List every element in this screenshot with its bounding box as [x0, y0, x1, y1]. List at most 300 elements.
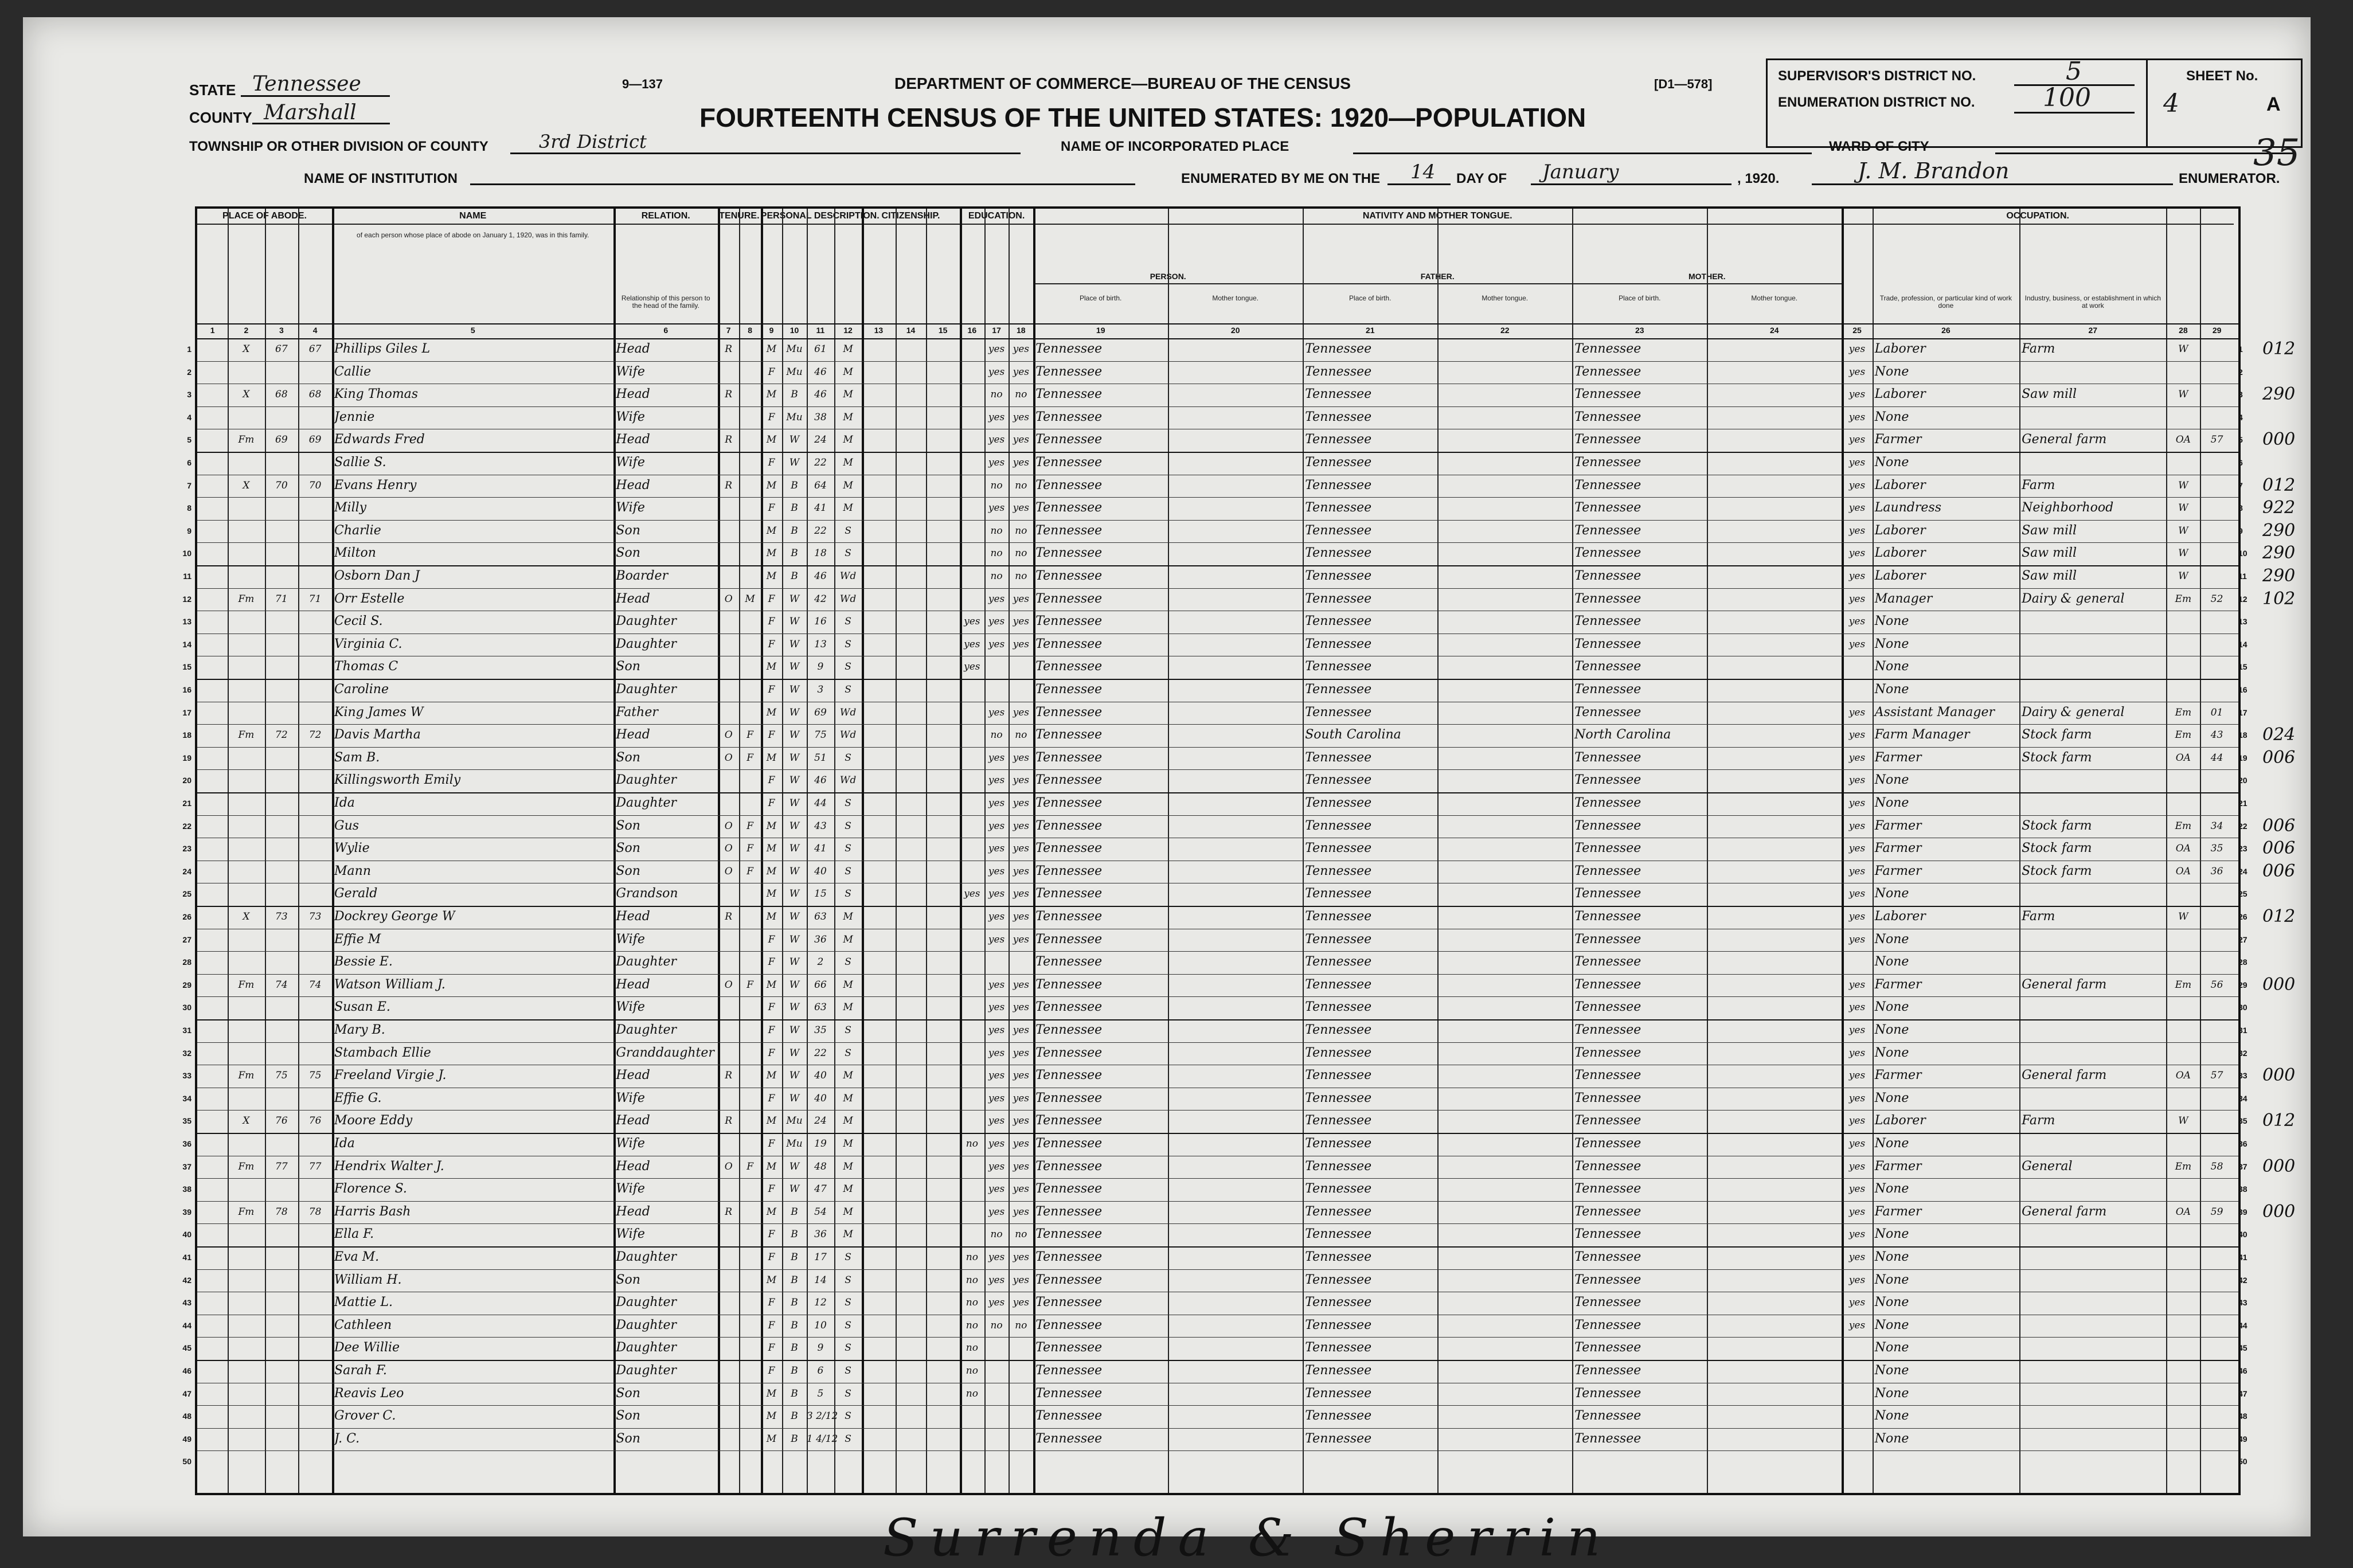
cell-value: Tennessee — [1574, 1090, 1641, 1105]
enumeration-value: 100 — [2043, 83, 2091, 112]
cell-value: no — [1015, 1319, 1027, 1331]
cell-value: Tennessee — [1305, 1317, 1372, 1332]
cell-value: Tennessee — [1574, 932, 1641, 947]
cell-value: M — [766, 1387, 777, 1399]
cell-value: Farm — [2022, 909, 2055, 924]
cell-value: Jennie — [334, 409, 375, 424]
cell-value: F — [746, 729, 753, 741]
cell-value: yes — [1848, 1002, 1866, 1014]
cell-value: W — [789, 911, 800, 922]
cell-value: Tennessee — [1574, 1113, 1641, 1128]
cell-value: Tennessee — [1305, 1136, 1372, 1151]
cell-value: Tennessee — [1305, 569, 1372, 583]
cell-value: 12 — [814, 1297, 827, 1309]
cell-value: M — [745, 593, 755, 605]
cell-value: Daughter — [616, 1340, 677, 1355]
cell-value: Father — [616, 705, 658, 720]
cell-value: yes — [1848, 775, 1866, 787]
cell-value: W — [789, 1047, 800, 1059]
group-divider — [960, 224, 1033, 225]
cell-value: Tennessee — [1305, 432, 1372, 447]
cell-value: 46 — [814, 570, 827, 582]
cell-value: 14 — [814, 1274, 827, 1286]
enumerator-name: J. M. Brandon — [1858, 158, 2010, 183]
cell-value: Tennessee — [1035, 841, 1103, 856]
cell-value: Tennessee — [1305, 932, 1372, 947]
cell-value: W — [789, 1070, 800, 1082]
line-number-right: 19 — [2238, 753, 2248, 763]
cell-value: yes — [1848, 1183, 1866, 1195]
cell-value: yes — [1848, 752, 1866, 764]
enumerated-label: ENUMERATED BY ME ON THE — [1181, 171, 1381, 186]
cell-value: 3 — [817, 684, 824, 695]
column-number: 1 — [210, 326, 215, 335]
cell-value: None — [1874, 1000, 1909, 1015]
cell-value: Tennessee — [1035, 455, 1103, 470]
line-number-right: 30 — [2238, 1003, 2248, 1012]
cell-value: Head — [616, 342, 650, 356]
district-box — [1766, 58, 2303, 148]
cell-value: Wife — [616, 364, 645, 379]
cell-value: 17 — [814, 1252, 827, 1263]
line-number-right: 46 — [2238, 1366, 2248, 1375]
line-number-right: 7 — [2238, 480, 2243, 490]
cell-value: R — [725, 911, 733, 922]
line-number-left: 26 — [182, 912, 191, 921]
cell-value: W — [789, 1092, 800, 1104]
cell-value: Hendrix Walter J. — [334, 1159, 444, 1174]
cell-value: Tennessee — [1035, 478, 1103, 492]
cell-value: yes — [1848, 820, 1866, 832]
cell-value: 77 — [275, 1160, 288, 1172]
cell-value: William H. — [334, 1272, 402, 1287]
cell-value: S — [845, 1025, 851, 1036]
cell-value: Farmer — [1874, 1204, 1922, 1219]
cell-value: M — [843, 479, 853, 491]
cell-value: yes — [1013, 888, 1029, 900]
cell-value: Mu — [786, 366, 803, 378]
line-number-right: 40 — [2238, 1230, 2248, 1239]
line-number-left: 12 — [182, 594, 191, 604]
cell-value: B — [791, 1297, 798, 1309]
cell-value: yes — [1848, 911, 1866, 922]
cell-value: M — [843, 457, 853, 468]
cell-value: Wd — [839, 706, 857, 718]
cell-value: Grandson — [616, 886, 678, 901]
cell-value: yes — [1013, 411, 1029, 423]
cell-value: 52 — [2210, 593, 2223, 605]
cell-value: Tennessee — [1574, 682, 1641, 697]
cell-value: Tennessee — [1035, 1363, 1103, 1378]
cell-value: Tennessee — [1574, 863, 1641, 878]
bottom-signature: Surrenda & Sherrin — [883, 1508, 1612, 1568]
cell-value: yes — [1848, 797, 1866, 809]
cell-value: Assistant Manager — [1874, 705, 1995, 720]
cell-value: Wd — [839, 593, 857, 605]
cell-value: Fm — [238, 979, 255, 991]
line-number-left: 6 — [187, 458, 191, 467]
cell-value: W — [789, 593, 800, 605]
cell-value: 77 — [308, 1160, 322, 1172]
line-number-left: 17 — [182, 707, 191, 717]
cell-value: R — [725, 434, 733, 446]
cell-value: yes — [1848, 366, 1866, 378]
group-divider — [332, 224, 613, 225]
cell-value: Fm — [238, 1070, 255, 1082]
line-number-left: 50 — [182, 1457, 191, 1467]
cell-value: None — [1874, 1386, 1909, 1401]
cell-value: Wife — [616, 500, 645, 515]
cell-value: None — [1874, 1431, 1909, 1446]
line-number-left: 41 — [182, 1253, 191, 1262]
cell-value: F — [746, 979, 753, 991]
cell-value: None — [1874, 614, 1909, 629]
cell-value: 71 — [308, 593, 322, 605]
cell-value: Tennessee — [1035, 409, 1103, 424]
cell-value: Bessie E. — [334, 955, 393, 969]
ward-label: WARD OF CITY — [1829, 139, 1929, 154]
cell-value: Tennessee — [1305, 818, 1372, 833]
cell-value: None — [1874, 1227, 1909, 1242]
cell-value: Fm — [238, 1160, 255, 1172]
cell-value: Sallie S. — [334, 455, 386, 470]
cell-value: 35 — [2210, 843, 2223, 855]
cell-value: None — [1874, 955, 1909, 969]
cell-value: Tennessee — [1305, 659, 1372, 674]
line-number-right: 50 — [2238, 1457, 2248, 1467]
cell-value: Mu — [786, 343, 803, 355]
line-number-left: 16 — [182, 685, 191, 694]
cell-value: None — [1874, 682, 1909, 697]
cell-value: 24 — [814, 434, 827, 446]
cell-value: OA — [2175, 434, 2191, 446]
cell-value: 18 — [814, 548, 827, 560]
cell-value: yes — [988, 797, 1005, 809]
cell-value: W — [789, 706, 800, 718]
margin-code: 290 — [2262, 566, 2296, 586]
column-line — [1873, 209, 1874, 1493]
cell-value: Tennessee — [1305, 773, 1372, 788]
cell-value: Tennessee — [1305, 1250, 1372, 1264]
cell-value: yes — [1013, 911, 1029, 922]
cell-value: M — [766, 911, 777, 922]
cell-value: Milly — [334, 500, 367, 515]
cell-value: S — [845, 638, 851, 650]
line-number-right: 47 — [2238, 1389, 2248, 1398]
cell-value: 75 — [814, 729, 827, 741]
cell-value: Sarah F. — [334, 1363, 387, 1378]
cell-value: 54 — [814, 1206, 827, 1218]
cell-value: 15 — [814, 888, 827, 900]
line-number-right: 43 — [2238, 1298, 2248, 1308]
cell-value: yes — [1013, 979, 1029, 991]
line-number-left: 11 — [183, 572, 191, 581]
cell-value: F — [768, 1297, 775, 1309]
cell-value: Tennessee — [1035, 1227, 1103, 1242]
cell-value: yes — [988, 911, 1005, 922]
cell-value: M — [766, 843, 777, 855]
line-number-right: 28 — [2238, 957, 2248, 967]
cell-value: F — [768, 457, 775, 468]
cell-value: M — [843, 1092, 853, 1104]
cell-value: S — [845, 752, 851, 764]
cell-value: Head — [616, 478, 650, 492]
column-number: 27 — [2088, 326, 2098, 335]
cell-value: Tennessee — [1574, 364, 1641, 379]
incorporated-label: NAME OF INCORPORATED PLACE — [1061, 139, 1289, 154]
cell-value: Tennessee — [1035, 977, 1103, 992]
cell-value: Tennessee — [1035, 1000, 1103, 1015]
cell-value: yes — [988, 1047, 1005, 1059]
cell-value: Tennessee — [1574, 977, 1641, 992]
page-stamp: 35 — [2253, 132, 2300, 174]
cell-value: Tennessee — [1305, 478, 1372, 492]
cell-value: S — [845, 525, 851, 537]
cell-value: 47 — [814, 1183, 827, 1195]
line-number-right: 26 — [2238, 912, 2248, 921]
margin-code: 000 — [2262, 974, 2296, 995]
line-number-left: 24 — [182, 866, 191, 876]
cell-value: 78 — [308, 1206, 322, 1218]
cell-value: B — [791, 570, 798, 582]
cell-value: Tennessee — [1035, 1431, 1103, 1446]
cell-value: Wife — [616, 409, 645, 424]
cell-value: 58 — [2210, 1160, 2223, 1172]
margin-code: 006 — [2262, 838, 2296, 859]
margin-code: 290 — [2262, 520, 2296, 541]
cell-value: B — [791, 1365, 798, 1377]
cell-value: Wife — [616, 932, 645, 947]
line-number-right: 11 — [2238, 572, 2247, 581]
cell-value: yes — [1013, 1138, 1029, 1149]
cell-value: Daughter — [616, 1023, 677, 1037]
cell-value: Ida — [334, 1136, 355, 1151]
cell-value: Dockrey George W — [334, 909, 455, 924]
margin-code: 012 — [2262, 906, 2296, 926]
cell-value: Tennessee — [1574, 478, 1641, 492]
cell-value: Em — [2175, 593, 2192, 605]
group-divider — [862, 224, 960, 225]
line-number-right: 45 — [2238, 1343, 2248, 1353]
column-number: 20 — [1230, 326, 1240, 335]
cell-value: None — [1874, 1340, 1909, 1355]
cell-value: yes — [988, 411, 1005, 423]
cell-value: B — [791, 1433, 798, 1445]
cell-value: 76 — [275, 1115, 288, 1127]
cell-value: yes — [988, 979, 1005, 991]
state-label: STATE — [189, 81, 236, 99]
cell-value: yes — [1848, 1047, 1866, 1059]
cell-value: Tennessee — [1305, 1068, 1372, 1083]
cell-value: Tennessee — [1035, 432, 1103, 447]
cell-value: F — [768, 502, 775, 514]
cell-value: F — [768, 684, 775, 695]
line-number-right: 4 — [2238, 412, 2243, 422]
cell-value: Tennessee — [1035, 728, 1103, 742]
cell-value: S — [845, 1387, 851, 1399]
cell-value: Tennessee — [1035, 1409, 1103, 1424]
cell-value: Tennessee — [1305, 523, 1372, 538]
cell-value: Tennessee — [1305, 409, 1372, 424]
cell-value: Tennessee — [1305, 705, 1372, 720]
margin-code: 000 — [2262, 429, 2296, 450]
line-number-left: 49 — [182, 1434, 191, 1444]
cell-value: Tennessee — [1574, 636, 1641, 651]
cell-value: yes — [988, 1274, 1005, 1286]
cell-value: no — [966, 1252, 978, 1263]
line-number-right: 22 — [2238, 821, 2248, 831]
cell-value: yes — [1013, 343, 1029, 355]
line-number-left: 44 — [182, 1320, 191, 1330]
column-number: 18 — [1017, 326, 1026, 335]
cell-value: Tennessee — [1035, 909, 1103, 924]
cell-value: 44 — [814, 797, 827, 809]
cell-value: None — [1874, 364, 1909, 379]
cell-value: S — [845, 956, 851, 968]
cell-value: 63 — [814, 1002, 827, 1014]
cell-value: Dairy & general — [2022, 591, 2125, 606]
cell-value: X — [243, 389, 250, 401]
column-number: 13 — [874, 326, 884, 335]
column-line — [1437, 209, 1439, 1493]
cell-value: R — [725, 389, 733, 401]
cell-value: Tennessee — [1035, 932, 1103, 947]
cell-value: F — [768, 593, 775, 605]
cell-value: Mu — [786, 411, 803, 423]
cell-value: S — [845, 1047, 851, 1059]
cell-value: Tennessee — [1305, 1113, 1372, 1128]
cell-value: 75 — [275, 1070, 288, 1082]
margin-code: 290 — [2262, 543, 2296, 564]
line-number-left: 48 — [182, 1411, 191, 1421]
cell-value: 34 — [2210, 820, 2223, 832]
cell-value: O — [724, 843, 733, 855]
cell-value: Em — [2175, 1160, 2192, 1172]
cell-value: yes — [988, 865, 1005, 877]
cell-value: None — [1874, 1136, 1909, 1151]
cell-value: yes — [1013, 1002, 1029, 1014]
cell-value: Stock farm — [2022, 863, 2092, 878]
cell-value: M — [766, 525, 777, 537]
cell-value: yes — [1013, 843, 1029, 855]
cell-value: yes — [1848, 1229, 1866, 1241]
cell-value: Osborn Dan J — [334, 569, 420, 583]
column-number: 19 — [1096, 326, 1105, 335]
cell-value: 68 — [308, 389, 322, 401]
cell-value: OA — [2175, 1070, 2191, 1082]
column-number: 12 — [843, 326, 853, 335]
cell-value: yes — [1848, 1138, 1866, 1149]
cell-value: M — [843, 1138, 853, 1149]
cell-value: Mary B. — [334, 1023, 385, 1037]
margin-code: 024 — [2262, 725, 2296, 745]
cell-value: Daughter — [616, 773, 677, 788]
margin-code: 922 — [2262, 498, 2296, 518]
cell-value: B — [791, 1319, 798, 1331]
cell-value: M — [766, 1433, 777, 1445]
cell-value: X — [243, 343, 250, 355]
cell-value: Tennessee — [1035, 591, 1103, 606]
sheet-number: 4 — [2163, 89, 2179, 118]
cell-value: Thomas C — [334, 659, 398, 674]
cell-value: General farm — [2022, 977, 2107, 992]
cell-value: yes — [1848, 434, 1866, 446]
cell-value: yes — [988, 616, 1005, 628]
cell-value: yes — [1013, 933, 1029, 945]
column-number: 25 — [1852, 326, 1862, 335]
cell-value: Tennessee — [1574, 1431, 1641, 1446]
line-number-right: 27 — [2238, 934, 2248, 944]
form-number: 9—137 — [622, 77, 663, 91]
cell-value: Tennessee — [1574, 773, 1641, 788]
cell-value: 9 — [817, 661, 824, 673]
cell-value: None — [1874, 1182, 1909, 1196]
cell-value: 01 — [2210, 706, 2223, 718]
cell-value: Fm — [238, 729, 255, 741]
cell-value: M — [843, 1206, 853, 1218]
cell-value: Tennessee — [1035, 750, 1103, 765]
cell-value: yes — [988, 638, 1005, 650]
column-number: 28 — [2179, 326, 2188, 335]
cell-value: Head — [616, 977, 650, 992]
cell-value: yes — [1848, 1115, 1866, 1127]
cell-value: Tennessee — [1035, 523, 1103, 538]
cell-value: M — [843, 1160, 853, 1172]
cell-value: None — [1874, 1317, 1909, 1332]
cell-value: 74 — [275, 979, 288, 991]
cell-value: Head — [616, 728, 650, 742]
cell-value: Cathleen — [334, 1317, 392, 1332]
subgroup-header: FATHER. — [1420, 272, 1455, 281]
cell-value: yes — [988, 343, 1005, 355]
cell-value: W — [2178, 479, 2188, 491]
cell-value: yes — [1013, 797, 1029, 809]
column-heading: Place of birth. — [1349, 294, 1392, 302]
cell-value: Tennessee — [1305, 1227, 1372, 1242]
cell-value: Son — [616, 1272, 640, 1287]
cell-value: Em — [2175, 820, 2192, 832]
line-number-right: 36 — [2238, 1139, 2248, 1148]
cell-value: Tennessee — [1574, 750, 1641, 765]
cell-value: 74 — [308, 979, 322, 991]
cell-value: yes — [1013, 1297, 1029, 1309]
cell-value: M — [766, 479, 777, 491]
cell-value: yes — [988, 1138, 1005, 1149]
cell-value: no — [990, 548, 1003, 560]
cell-value: Tennessee — [1035, 1340, 1103, 1355]
cell-value: M — [843, 933, 853, 945]
cell-value: F — [768, 729, 775, 741]
cell-value: Mann — [334, 863, 371, 878]
cell-value: Tennessee — [1574, 705, 1641, 720]
cell-value: S — [845, 1297, 851, 1309]
cell-value: Saw mill — [2022, 546, 2077, 561]
cell-value: None — [1874, 1409, 1909, 1424]
cell-value: Son — [616, 1431, 640, 1446]
cell-value: F — [768, 1342, 775, 1354]
line-number-left: 30 — [182, 1003, 191, 1012]
cell-value: O — [724, 729, 733, 741]
cell-value: M — [843, 366, 853, 378]
cell-value: yes — [988, 1252, 1005, 1263]
cell-value: Dairy & general — [2022, 705, 2125, 720]
cell-value: None — [1874, 1045, 1909, 1060]
cell-value: Wife — [616, 1227, 645, 1242]
cell-value: Head — [616, 1068, 650, 1083]
cell-value: yes — [1013, 502, 1029, 514]
cell-value: Stock farm — [2022, 728, 2092, 742]
cell-value: F — [746, 843, 753, 855]
